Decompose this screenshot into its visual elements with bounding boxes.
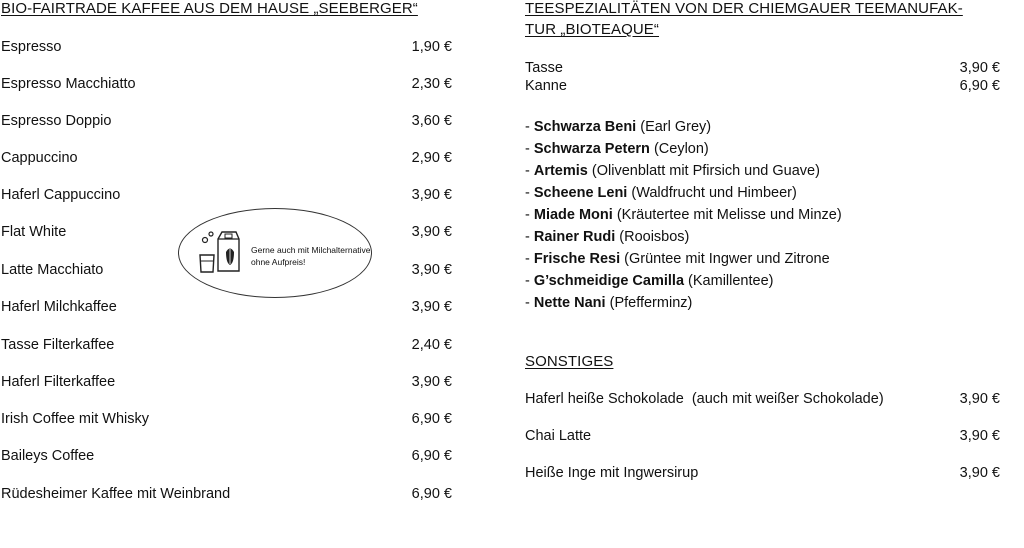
coffee-item-name: Tasse Filterkaffee [1, 337, 115, 353]
tea-size-price: 3,90 € [959, 60, 1000, 76]
other-heading: SONSTIGES [525, 353, 614, 370]
tea-variety-name: Rainer Rudi [533, 229, 616, 245]
coffee-item-name: Cappuccino [1, 150, 78, 166]
coffee-item-price: 6,90 € [411, 411, 452, 427]
coffee-item-price: 3,90 € [411, 374, 452, 390]
tea-variety-name: Schwarza Beni [533, 119, 637, 135]
coffee-item-name: Espresso Doppio [1, 113, 112, 129]
tea-variety-desc: (Kamillentee) [688, 273, 774, 289]
coffee-item-name: Irish Coffee mit Whisky [1, 411, 149, 427]
tea-variety: - Artemis (Olivenblatt mit Pfirsich und Guave) [525, 163, 820, 179]
tea-variety-name: G’schmeidige Camilla [533, 273, 685, 289]
tea-variety-name: Artemis [533, 163, 588, 179]
coffee-item-name: Haferl Filterkaffee [1, 374, 116, 390]
coffee-item-price: 3,90 € [411, 262, 452, 278]
tea-variety-desc: (Ceylon) [653, 141, 709, 157]
other-item-name: Haferl heiße Schokolade (auch mit weißer Schokolade) [525, 391, 884, 407]
tea-variety-desc: (Olivenblatt mit Pfirsich und Guave) [591, 163, 820, 179]
other-item-name: Chai Latte [525, 428, 592, 444]
other-item-price: 3,90 € [959, 391, 1000, 407]
coffee-item-price: 6,90 € [411, 448, 452, 464]
coffee-item-price: 6,90 € [411, 486, 452, 502]
other-item-price: 3,90 € [959, 428, 1000, 444]
tea-variety-name: Scheene Leni [533, 185, 628, 201]
milk-alternative-line2: ohne Aufpreis! [251, 257, 306, 267]
tea-variety-desc: (Kräutertee mit Melisse und Minze) [616, 207, 842, 223]
coffee-item-name: Haferl Cappuccino [1, 187, 121, 203]
coffee-item-name: Rüdesheimer Kaffee mit Weinbrand [1, 486, 231, 502]
coffee-item-price: 1,90 € [411, 39, 452, 55]
milk-alternative-text [251, 244, 371, 268]
tea-variety: - G’schmeidige Camilla (Kamillentee) [525, 273, 774, 289]
coffee-item-price: 3,90 € [411, 187, 452, 203]
tea-variety: - Schwarza Beni (Earl Grey) [525, 119, 712, 135]
coffee-heading: BIO-FAIRTRADE KAFFEE AUS DEM HAUSE „SEEBERGER“ [1, 0, 418, 17]
coffee-item-price: 3,60 € [411, 113, 452, 129]
coffee-item-price: 3,90 € [411, 224, 452, 240]
coffee-item-name: Baileys Coffee [1, 448, 95, 464]
tea-size-name: Kanne [525, 78, 567, 94]
coffee-item-price: 2,40 € [411, 337, 452, 353]
coffee-item-price: 3,90 € [411, 299, 452, 315]
milk-alternative-note [178, 208, 372, 298]
tea-size-price: 6,90 € [959, 78, 1000, 94]
tea-variety: - Rainer Rudi (Rooisbos) [525, 229, 690, 245]
tea-variety-desc: (Earl Grey) [640, 119, 712, 135]
coffee-item-name: Haferl Milchkaffee [1, 299, 117, 315]
coffee-item-name: Espresso [1, 39, 62, 55]
tea-variety-name: Miade Moni [533, 207, 613, 223]
tea-variety: - Frische Resi (Grüntee mit Ingwer und Zitrone [525, 251, 830, 267]
tea-size-name: Tasse [525, 60, 563, 76]
milk-alternative-line1: Gerne auch mit Milchalternative [251, 245, 371, 255]
tea-variety-name: Frische Resi [533, 251, 621, 267]
coffee-item-name: Latte Macchiato [1, 262, 104, 278]
tea-variety-desc: (Waldfrucht und Himbeer) [631, 185, 797, 201]
tea-variety: - Schwarza Petern (Ceylon) [525, 141, 709, 157]
tea-heading-line1: TEESPEZIALITÄTEN VON DER CHIEMGAUER TEEMANUFAK- [525, 0, 963, 17]
tea-variety-name: Nette Nani [533, 295, 606, 311]
tea-variety-name: Schwarza Petern [533, 141, 650, 157]
tea-variety: - Nette Nani (Pfefferminz) [525, 295, 693, 311]
tea-variety: - Miade Moni (Kräutertee mit Melisse und Minze) [525, 207, 842, 223]
other-item-name: Heiße Inge mit Ingwersirup [525, 465, 699, 481]
milk-carton-and-glass-icon [196, 225, 248, 277]
other-item-price: 3,90 € [959, 465, 1000, 481]
tea-variety-desc: (Rooisbos) [619, 229, 690, 245]
tea-variety: - Scheene Leni (Waldfrucht und Himbeer) [525, 185, 797, 201]
tea-variety-desc: (Grüntee mit Ingwer und Zitrone [624, 251, 830, 267]
tea-variety-desc: (Pfefferminz) [609, 295, 693, 311]
coffee-item-price: 2,90 € [411, 150, 452, 166]
coffee-item-name: Flat White [1, 224, 67, 240]
tea-heading-line2: TUR „BIOTEAQUE“ [525, 21, 660, 38]
coffee-item-name: Espresso Macchiatto [1, 76, 136, 92]
coffee-item-price: 2,30 € [411, 76, 452, 92]
